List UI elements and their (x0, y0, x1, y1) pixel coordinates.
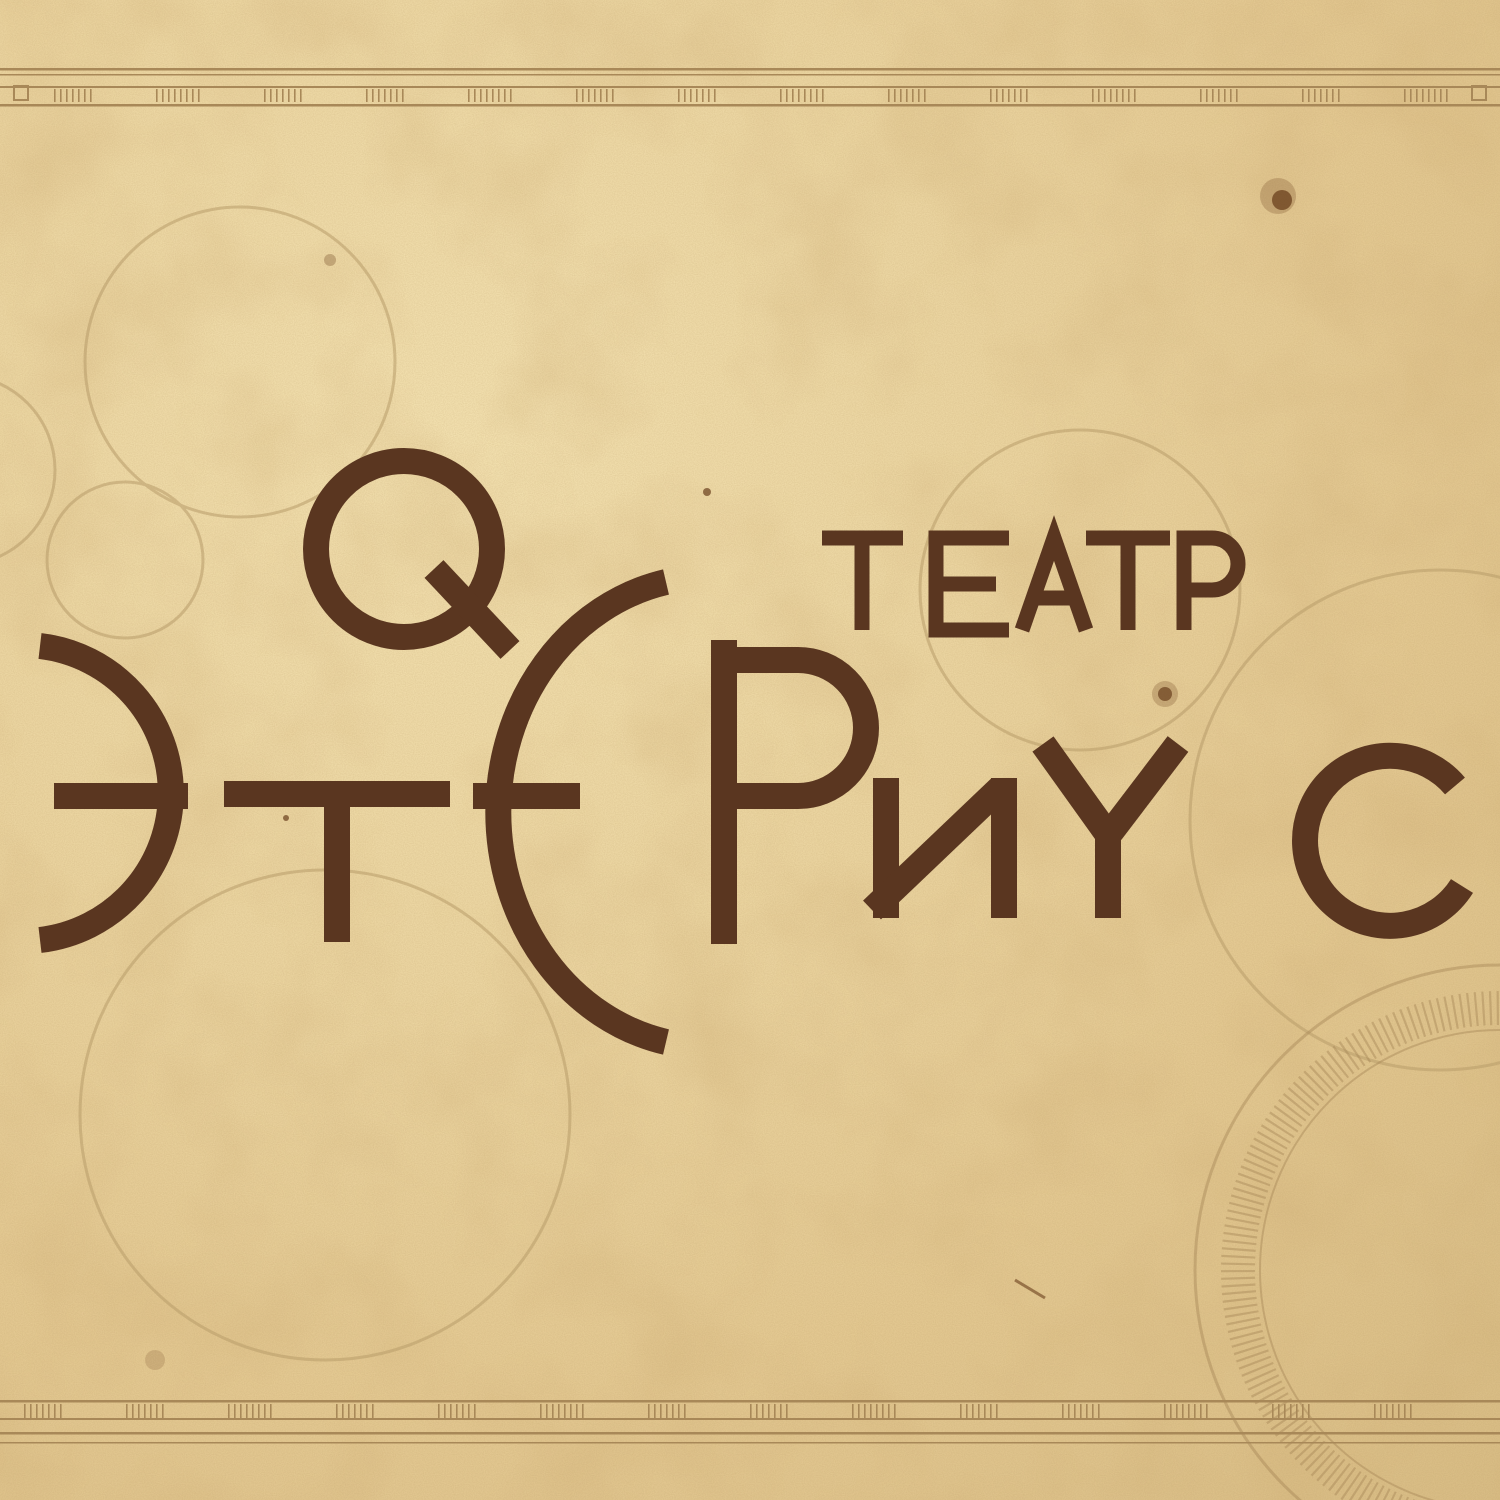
border-tick-block (20, 1404, 64, 1418)
border-tick-block (1404, 89, 1448, 102)
border-tick-block (884, 89, 928, 102)
border-tick-block (332, 1404, 376, 1418)
border-tick-block (228, 1404, 272, 1418)
border-tick-block (124, 1404, 168, 1418)
border-tick-block (1268, 1404, 1312, 1418)
border-tick-block (364, 89, 408, 102)
border-tick-block (780, 89, 824, 102)
border-tick-block (1092, 89, 1136, 102)
border-tick-block (988, 89, 1032, 102)
border-tick-block (468, 89, 512, 102)
border-tick-block (1164, 1404, 1208, 1418)
border-tick-block (852, 1404, 896, 1418)
border-tick-block (572, 89, 616, 102)
border-tick-block (644, 1404, 688, 1418)
border-tick-block (52, 89, 96, 102)
border-tick-block (676, 89, 720, 102)
border-tick-block (1196, 89, 1240, 102)
border-tick-block (1372, 1404, 1416, 1418)
border-tick-block (436, 1404, 480, 1418)
border-tick-block (1300, 89, 1344, 102)
border-tick-block (260, 89, 304, 102)
border-tick-block (1060, 1404, 1104, 1418)
border-tick-block (748, 1404, 792, 1418)
border-tick-block (156, 89, 200, 102)
border-tick-block (956, 1404, 1000, 1418)
border-tick-block (540, 1404, 584, 1418)
